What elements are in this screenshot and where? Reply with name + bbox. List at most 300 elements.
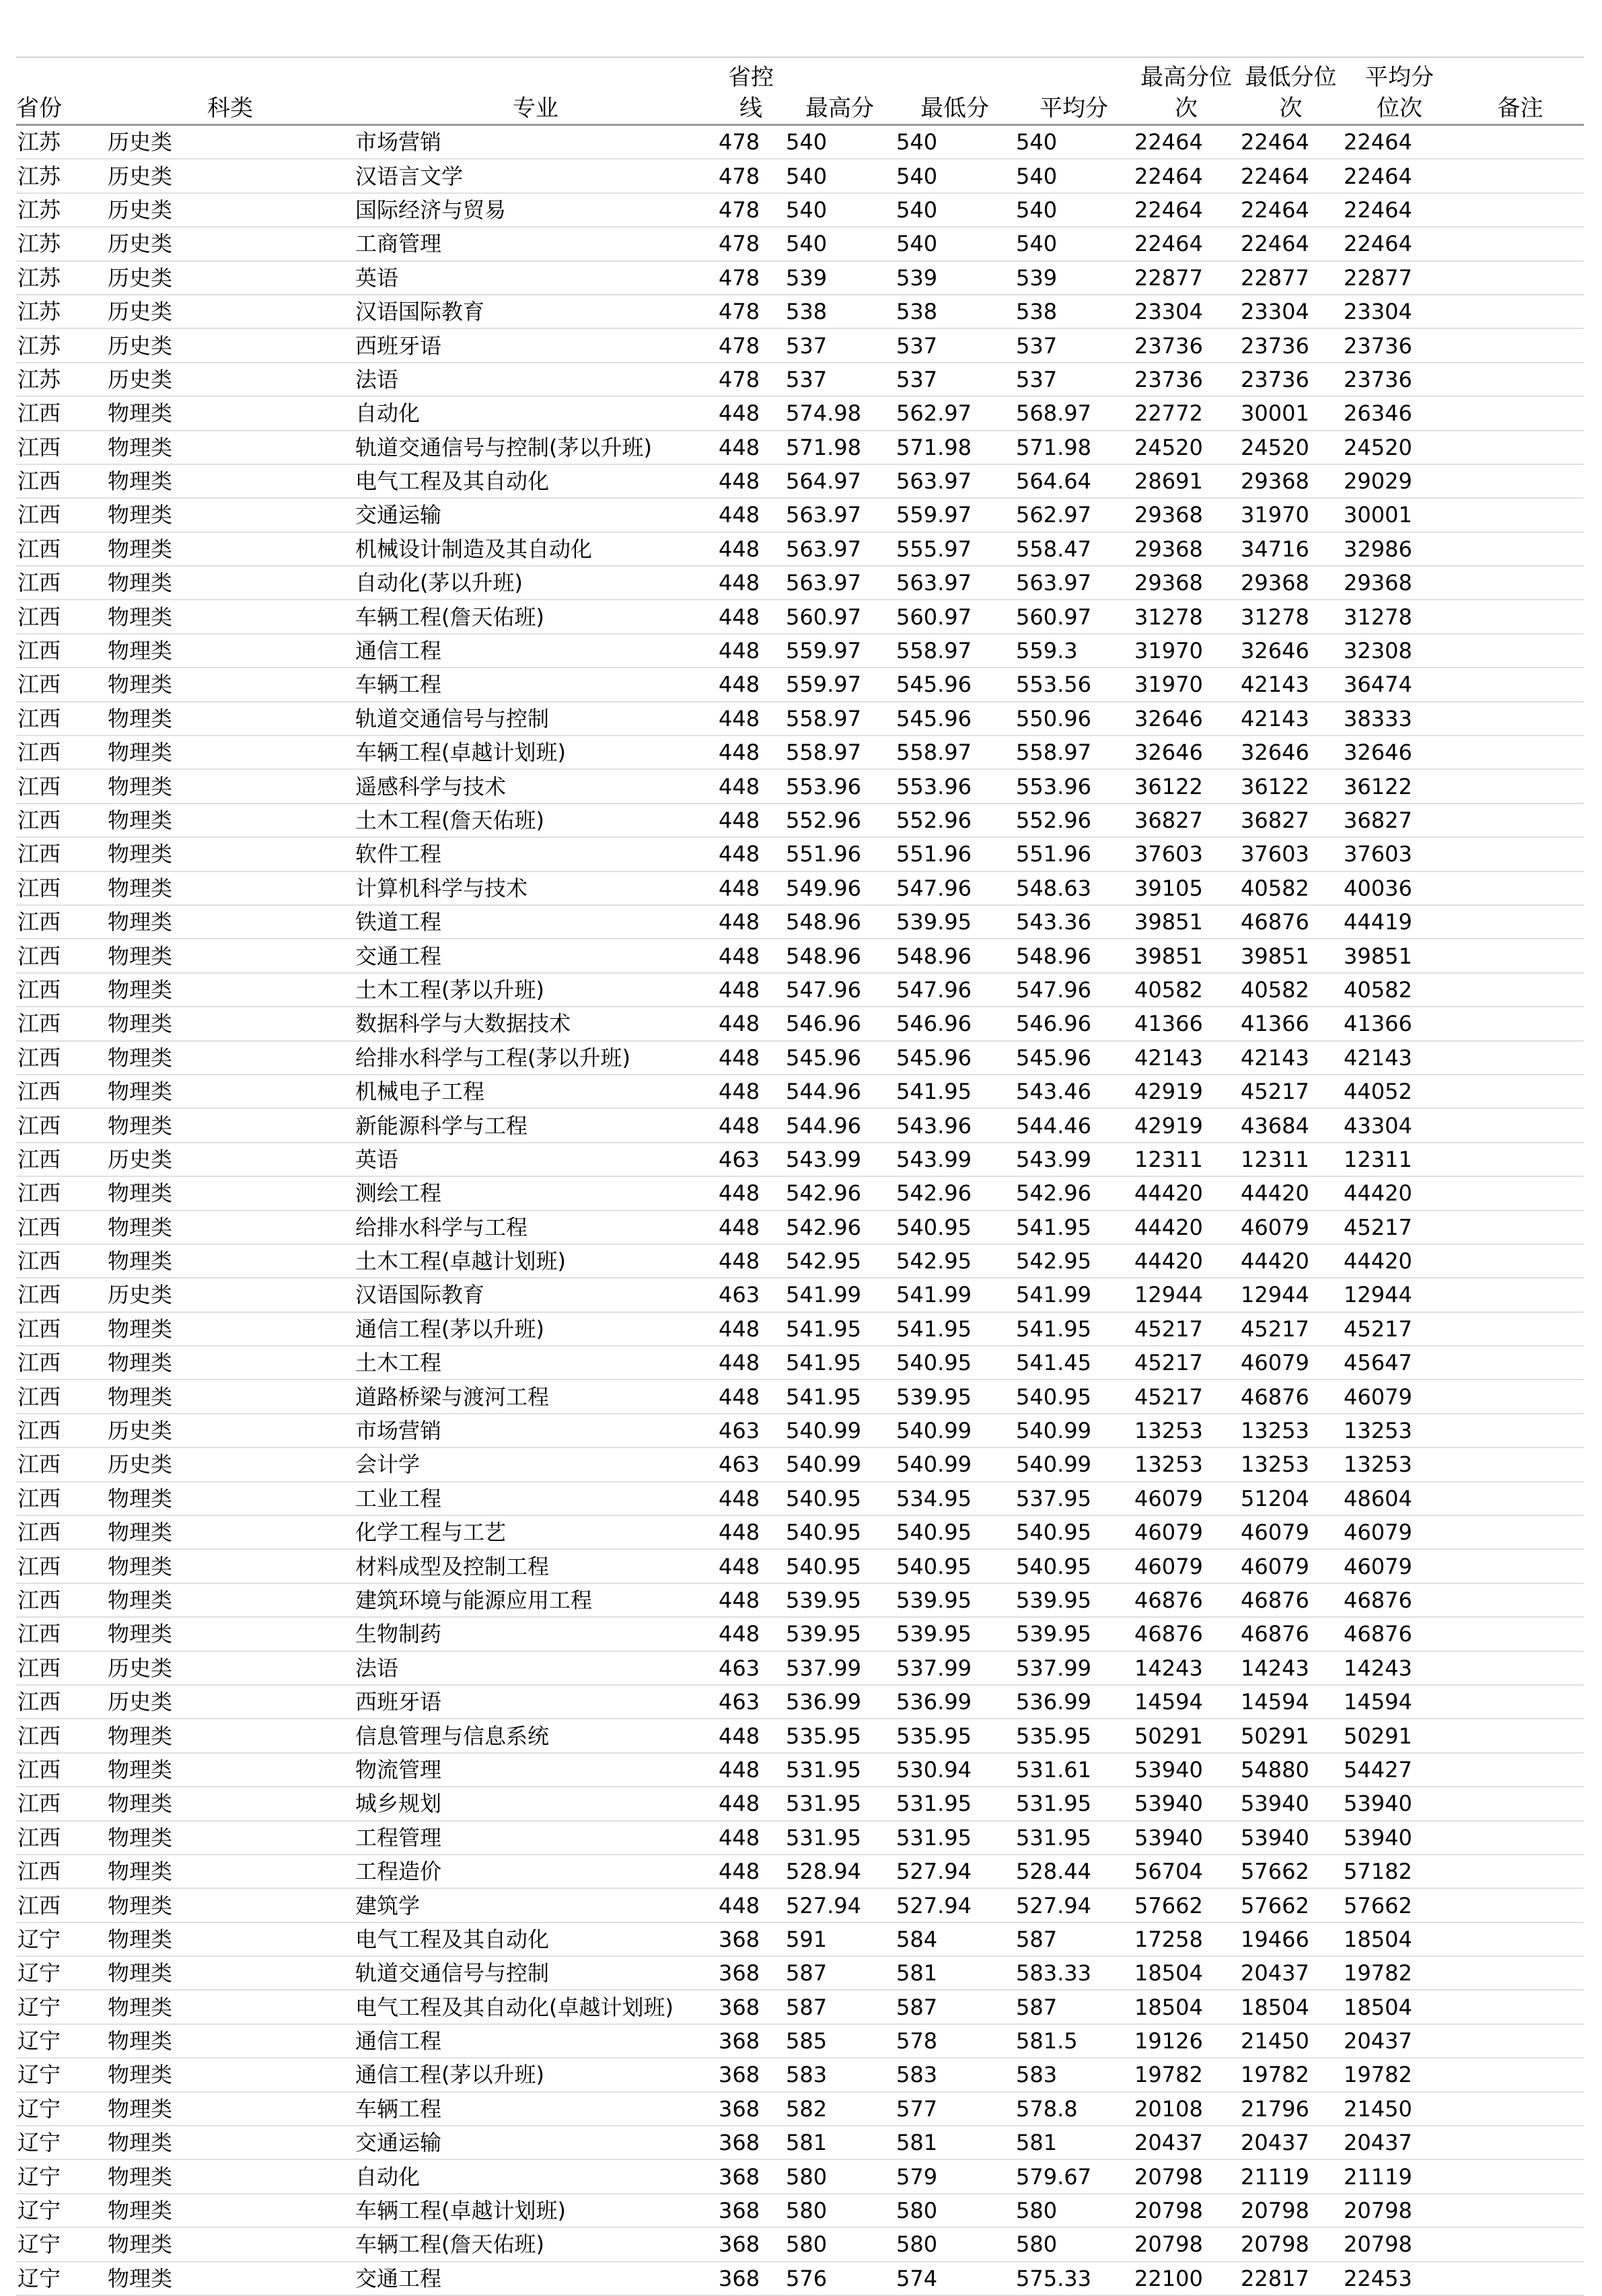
avg-rank-cell: 29368 (1342, 566, 1457, 600)
table-row (16, 1617, 1584, 1651)
remark-cell (1457, 1787, 1584, 1820)
control-line-cell: 368 (717, 1956, 785, 1990)
header-min-rank (1239, 58, 1342, 125)
major-cell: 土木工程(卓越计划班) (354, 1244, 717, 1278)
major-cell: 交通工程 (354, 939, 717, 972)
max-rank-cell: 18504 (1133, 1990, 1239, 2023)
avg-score-cell: 587 (1015, 1923, 1133, 1956)
category-cell: 历史类 (106, 125, 354, 159)
min-rank-cell: 46079 (1239, 1346, 1342, 1379)
major-cell: 交通运输 (354, 498, 717, 532)
remark-cell (1457, 1685, 1584, 1719)
table-row (16, 261, 1584, 295)
max-rank-cell: 45217 (1133, 1379, 1239, 1413)
avg-score-cell: 587 (1015, 1990, 1133, 2023)
avg-rank-cell: 30001 (1342, 498, 1457, 532)
category-cell: 物理类 (106, 1244, 354, 1278)
province-cell: 江西 (16, 1211, 106, 1244)
remark-cell (1457, 1956, 1584, 1990)
max-score-cell: 536.99 (785, 1685, 895, 1719)
category-cell: 物理类 (106, 2092, 354, 2126)
category-cell: 历史类 (106, 328, 354, 362)
min-rank-cell: 36827 (1239, 803, 1342, 837)
header-control-line (717, 58, 785, 125)
remark-cell (1457, 227, 1584, 260)
min-score-cell: 547.96 (895, 973, 1015, 1007)
avg-rank-cell: 23736 (1342, 363, 1457, 396)
major-cell: 车辆工程(詹天佑班) (354, 600, 717, 633)
province-cell: 辽宁 (16, 2126, 106, 2159)
max-score-cell: 542.96 (785, 1176, 895, 1210)
remark-cell (1457, 803, 1584, 837)
avg-rank-cell: 12944 (1342, 1278, 1457, 1312)
province-cell: 辽宁 (16, 1956, 106, 1990)
table-row (16, 769, 1584, 803)
remark-cell (1457, 668, 1584, 701)
remark-cell (1457, 939, 1584, 972)
category-cell: 物理类 (106, 803, 354, 837)
table-row (16, 1176, 1584, 1210)
min-score-cell: 527.94 (895, 1888, 1015, 1922)
table-row (16, 1312, 1584, 1346)
major-cell: 遥感科学与技术 (354, 769, 717, 803)
remark-cell (1457, 363, 1584, 396)
avg-rank-cell: 46079 (1342, 1549, 1457, 1583)
control-line-cell: 448 (717, 532, 785, 566)
control-line-cell: 448 (717, 1583, 785, 1617)
control-line-cell: 448 (717, 1719, 785, 1752)
major-cell: 轨道交通信号与控制(茅以升班) (354, 431, 717, 464)
category-cell: 历史类 (106, 193, 354, 227)
min-rank-cell: 14594 (1239, 1685, 1342, 1719)
major-cell: 软件工程 (354, 837, 717, 871)
major-cell: 物流管理 (354, 1753, 717, 1787)
min-score-cell: 571.98 (895, 431, 1015, 464)
remark-cell (1457, 261, 1584, 295)
min-score-cell: 563.97 (895, 464, 1015, 498)
max-score-cell: 537 (785, 363, 895, 396)
control-line-cell: 448 (717, 871, 785, 905)
avg-rank-cell: 22877 (1342, 261, 1457, 295)
avg-rank-cell: 53940 (1342, 1787, 1457, 1820)
max-score-cell: 540.99 (785, 1414, 895, 1447)
province-cell: 辽宁 (16, 2262, 106, 2295)
major-cell: 建筑学 (354, 1888, 717, 1922)
table-row (16, 1990, 1584, 2023)
max-score-cell: 540.99 (785, 1447, 895, 1481)
avg-rank-cell: 18504 (1342, 1990, 1457, 2023)
max-score-cell: 538 (785, 295, 895, 328)
min-rank-cell: 18504 (1239, 1990, 1342, 2023)
remark-cell (1457, 2159, 1584, 2193)
province-cell: 江西 (16, 905, 106, 939)
major-cell: 道路桥梁与渡河工程 (354, 1379, 717, 1413)
max-score-cell: 587 (785, 1990, 895, 2023)
min-score-cell: 560.97 (895, 600, 1015, 633)
category-cell: 物理类 (106, 871, 354, 905)
max-rank-cell: 29368 (1133, 498, 1239, 532)
major-cell: 铁道工程 (354, 905, 717, 939)
max-score-cell: 527.94 (785, 1888, 895, 1922)
province-cell: 江西 (16, 1379, 106, 1413)
table-row (16, 1651, 1584, 1685)
province-cell: 江苏 (16, 159, 106, 192)
avg-rank-cell: 22464 (1342, 159, 1457, 192)
control-line-cell: 448 (717, 1379, 785, 1413)
avg-score-cell: 536.99 (1015, 1685, 1133, 1719)
avg-rank-cell: 36474 (1342, 668, 1457, 701)
control-line-cell: 448 (717, 498, 785, 532)
category-cell: 物理类 (106, 2159, 354, 2193)
major-cell: 自动化 (354, 2159, 717, 2193)
major-cell: 计算机科学与技术 (354, 871, 717, 905)
max-rank-cell: 20108 (1133, 2092, 1239, 2126)
min-score-cell: 562.97 (895, 396, 1015, 430)
table-row (16, 1923, 1584, 1956)
avg-rank-cell: 44420 (1342, 1176, 1457, 1210)
min-score-cell: 543.96 (895, 1108, 1015, 1142)
major-cell: 城乡规划 (354, 1787, 717, 1820)
max-rank-cell: 42919 (1133, 1108, 1239, 1142)
max-rank-cell: 22464 (1133, 193, 1239, 227)
min-rank-cell: 14243 (1239, 1651, 1342, 1685)
province-cell: 辽宁 (16, 2092, 106, 2126)
province-cell: 江苏 (16, 227, 106, 260)
table-row (16, 363, 1584, 396)
max-rank-cell: 20798 (1133, 2194, 1239, 2227)
min-rank-cell: 23736 (1239, 328, 1342, 362)
province-cell: 江西 (16, 464, 106, 498)
min-score-cell: 581 (895, 2126, 1015, 2159)
table-row (16, 532, 1584, 566)
major-cell: 工商管理 (354, 227, 717, 260)
category-cell: 物理类 (106, 2262, 354, 2295)
province-cell: 江西 (16, 1007, 106, 1040)
category-cell: 物理类 (106, 431, 354, 464)
control-line-cell: 478 (717, 227, 785, 260)
control-line-cell: 448 (717, 396, 785, 430)
max-rank-cell: 32646 (1133, 736, 1239, 769)
min-rank-cell: 20437 (1239, 1956, 1342, 1990)
table-row (16, 498, 1584, 532)
category-cell: 物理类 (106, 1821, 354, 1855)
avg-score-cell: 578.8 (1015, 2092, 1133, 2126)
remark-cell (1457, 1617, 1584, 1651)
province-cell: 江西 (16, 566, 106, 600)
avg-rank-cell: 54427 (1342, 1753, 1457, 1787)
header-max-rank-2: 次 (1175, 95, 1198, 122)
category-cell: 历史类 (106, 261, 354, 295)
max-rank-cell: 23304 (1133, 295, 1239, 328)
province-cell: 江西 (16, 1617, 106, 1651)
avg-rank-cell: 19782 (1342, 2058, 1457, 2091)
table-row (16, 193, 1584, 227)
category-cell: 物理类 (106, 498, 354, 532)
max-rank-cell: 31970 (1133, 668, 1239, 701)
category-cell: 物理类 (106, 1515, 354, 1549)
avg-score-cell: 540.95 (1015, 1549, 1133, 1583)
min-score-cell: 541.95 (895, 1312, 1015, 1346)
category-cell: 物理类 (106, 2058, 354, 2091)
major-cell: 新能源科学与工程 (354, 1108, 717, 1142)
min-score-cell: 540.99 (895, 1447, 1015, 1481)
avg-score-cell: 541.95 (1015, 1211, 1133, 1244)
min-rank-cell: 20798 (1239, 2194, 1342, 2227)
avg-score-cell: 539.95 (1015, 1617, 1133, 1651)
max-rank-cell: 37603 (1133, 837, 1239, 871)
avg-rank-cell: 43304 (1342, 1108, 1457, 1142)
min-score-cell: 553.96 (895, 769, 1015, 803)
province-cell: 江西 (16, 1414, 106, 1447)
max-rank-cell: 45217 (1133, 1312, 1239, 1346)
max-score-cell: 531.95 (785, 1821, 895, 1855)
max-rank-cell: 46876 (1133, 1617, 1239, 1651)
min-score-cell: 540 (895, 125, 1015, 159)
avg-score-cell: 583 (1015, 2058, 1133, 2091)
major-cell: 汉语国际教育 (354, 295, 717, 328)
min-rank-cell: 36122 (1239, 769, 1342, 803)
table-row (16, 1447, 1584, 1481)
category-cell: 历史类 (106, 295, 354, 328)
table-row (16, 159, 1584, 192)
major-cell: 车辆工程(卓越计划班) (354, 2194, 717, 2227)
max-rank-cell: 45217 (1133, 1346, 1239, 1379)
province-cell: 江苏 (16, 261, 106, 295)
min-score-cell: 540 (895, 159, 1015, 192)
major-cell: 轨道交通信号与控制 (354, 702, 717, 736)
max-score-cell: 587 (785, 1956, 895, 1990)
max-rank-cell: 22772 (1133, 396, 1239, 430)
max-score-cell: 540 (785, 193, 895, 227)
major-cell: 英语 (354, 261, 717, 295)
avg-rank-cell: 24520 (1342, 431, 1457, 464)
category-cell: 物理类 (106, 769, 354, 803)
remark-cell (1457, 1923, 1584, 1956)
avg-rank-cell: 46876 (1342, 1583, 1457, 1617)
table-row (16, 1244, 1584, 1278)
major-cell: 自动化(茅以升班) (354, 566, 717, 600)
control-line-cell: 448 (717, 939, 785, 972)
major-cell: 西班牙语 (354, 1685, 717, 1719)
max-score-cell: 564.97 (785, 464, 895, 498)
max-score-cell: 537.99 (785, 1651, 895, 1685)
min-rank-cell: 45217 (1239, 1312, 1342, 1346)
remark-cell (1457, 702, 1584, 736)
max-rank-cell: 13253 (1133, 1447, 1239, 1481)
min-score-cell: 540.95 (895, 1549, 1015, 1583)
min-score-cell: 530.94 (895, 1753, 1015, 1787)
avg-score-cell: 548.96 (1015, 939, 1133, 972)
max-rank-cell: 20437 (1133, 2126, 1239, 2159)
max-rank-cell: 22464 (1133, 159, 1239, 192)
max-score-cell: 542.96 (785, 1211, 895, 1244)
avg-score-cell: 559.3 (1015, 634, 1133, 668)
control-line-cell: 478 (717, 328, 785, 362)
category-cell: 物理类 (106, 1075, 354, 1108)
remark-cell (1457, 431, 1584, 464)
table-row (16, 1753, 1584, 1787)
major-cell: 给排水科学与工程 (354, 1211, 717, 1244)
major-cell: 法语 (354, 1651, 717, 1685)
max-rank-cell: 12944 (1133, 1278, 1239, 1312)
header-avg-score: 平均分 (1015, 58, 1133, 125)
avg-rank-cell: 32646 (1342, 736, 1457, 769)
remark-cell (1457, 1651, 1584, 1685)
major-cell: 生物制药 (354, 1617, 717, 1651)
min-rank-cell: 54880 (1239, 1753, 1342, 1787)
avg-score-cell: 579.67 (1015, 2159, 1133, 2193)
max-rank-cell: 50291 (1133, 1719, 1239, 1752)
remark-cell (1457, 1312, 1584, 1346)
major-cell: 交通工程 (354, 2262, 717, 2295)
category-cell: 历史类 (106, 1651, 354, 1685)
control-line-cell: 463 (717, 1414, 785, 1447)
max-rank-cell: 46079 (1133, 1482, 1239, 1515)
table-row (16, 396, 1584, 430)
max-score-cell: 531.95 (785, 1787, 895, 1820)
major-cell: 材料成型及控制工程 (354, 1549, 717, 1583)
max-rank-cell: 40582 (1133, 973, 1239, 1007)
avg-rank-cell: 26346 (1342, 396, 1457, 430)
category-cell: 物理类 (106, 1007, 354, 1040)
max-rank-cell: 19126 (1133, 2024, 1239, 2058)
min-score-cell: 546.96 (895, 1007, 1015, 1040)
province-cell: 江西 (16, 1482, 106, 1515)
max-rank-cell: 31970 (1133, 634, 1239, 668)
table-row (16, 2058, 1584, 2091)
min-rank-cell: 12944 (1239, 1278, 1342, 1312)
avg-score-cell: 541.99 (1015, 1278, 1133, 1312)
remark-cell (1457, 1346, 1584, 1379)
table-row (16, 1278, 1584, 1312)
remark-cell (1457, 1549, 1584, 1583)
category-cell: 历史类 (106, 227, 354, 260)
avg-rank-cell: 46079 (1342, 1515, 1457, 1549)
major-cell: 机械设计制造及其自动化 (354, 532, 717, 566)
control-line-cell: 448 (717, 905, 785, 939)
control-line-cell: 448 (717, 1821, 785, 1855)
control-line-cell: 448 (717, 1855, 785, 1888)
min-score-cell: 577 (895, 2092, 1015, 2126)
max-score-cell: 580 (785, 2194, 895, 2227)
category-cell: 物理类 (106, 1787, 354, 1820)
category-cell: 物理类 (106, 1990, 354, 2023)
table-row (16, 1583, 1584, 1617)
province-cell: 江西 (16, 1346, 106, 1379)
category-cell: 物理类 (106, 600, 354, 633)
header-control-line-1: 省控 (728, 64, 774, 91)
table-row (16, 2227, 1584, 2261)
control-line-cell: 368 (717, 2227, 785, 2261)
min-score-cell: 540.95 (895, 1346, 1015, 1379)
min-score-cell: 531.95 (895, 1787, 1015, 1820)
avg-rank-cell: 12311 (1342, 1143, 1457, 1176)
remark-cell (1457, 2058, 1584, 2091)
max-score-cell: 548.96 (785, 939, 895, 972)
control-line-cell: 368 (717, 2262, 785, 2295)
remark-cell (1457, 1753, 1584, 1787)
province-cell: 辽宁 (16, 1923, 106, 1956)
avg-rank-cell: 46079 (1342, 1379, 1457, 1413)
max-rank-cell: 53940 (1133, 1787, 1239, 1820)
table-row (16, 1143, 1584, 1176)
max-score-cell: 539.95 (785, 1617, 895, 1651)
control-line-cell: 448 (717, 566, 785, 600)
major-cell: 测绘工程 (354, 1176, 717, 1210)
category-cell: 物理类 (106, 668, 354, 701)
min-score-cell: 559.97 (895, 498, 1015, 532)
min-score-cell: 584 (895, 1923, 1015, 1956)
avg-score-cell: 548.63 (1015, 871, 1133, 905)
remark-cell (1457, 328, 1584, 362)
category-cell: 物理类 (106, 736, 354, 769)
category-cell: 物理类 (106, 1312, 354, 1346)
category-cell: 物理类 (106, 2194, 354, 2227)
max-rank-cell: 20798 (1133, 2227, 1239, 2261)
avg-score-cell: 539 (1015, 261, 1133, 295)
max-rank-cell: 46079 (1133, 1515, 1239, 1549)
remark-cell (1457, 1990, 1584, 2023)
admission-table (16, 58, 1584, 2296)
min-score-cell: 539 (895, 261, 1015, 295)
remark-cell (1457, 498, 1584, 532)
min-score-cell: 534.95 (895, 1482, 1015, 1515)
control-line-cell: 448 (717, 1007, 785, 1040)
max-rank-cell: 19782 (1133, 2058, 1239, 2091)
control-line-cell: 478 (717, 125, 785, 159)
category-cell: 历史类 (106, 1414, 354, 1447)
min-rank-cell: 21796 (1239, 2092, 1342, 2126)
table-row (16, 1821, 1584, 1855)
min-rank-cell: 13253 (1239, 1414, 1342, 1447)
min-score-cell: 545.96 (895, 702, 1015, 736)
max-score-cell: 548.96 (785, 905, 895, 939)
avg-rank-cell: 57182 (1342, 1855, 1457, 1888)
avg-score-cell: 564.64 (1015, 464, 1133, 498)
remark-cell (1457, 1007, 1584, 1040)
remark-cell (1457, 1888, 1584, 1922)
table-row (16, 939, 1584, 972)
min-score-cell: 558.97 (895, 634, 1015, 668)
header-category: 科类 (106, 58, 354, 125)
province-cell: 江西 (16, 1143, 106, 1176)
table-row (16, 736, 1584, 769)
table-row (16, 227, 1584, 260)
max-score-cell: 549.96 (785, 871, 895, 905)
province-cell: 江苏 (16, 125, 106, 159)
major-cell: 电气工程及其自动化 (354, 1923, 717, 1956)
table-row (16, 871, 1584, 905)
max-rank-cell: 46079 (1133, 1549, 1239, 1583)
major-cell: 土木工程 (354, 1346, 717, 1379)
min-score-cell: 538 (895, 295, 1015, 328)
min-rank-cell: 31970 (1239, 498, 1342, 532)
avg-rank-cell: 36827 (1342, 803, 1457, 837)
major-cell: 建筑环境与能源应用工程 (354, 1583, 717, 1617)
major-cell: 自动化 (354, 396, 717, 430)
major-cell: 国际经济与贸易 (354, 193, 717, 227)
category-cell: 历史类 (106, 159, 354, 192)
min-rank-cell: 29368 (1239, 464, 1342, 498)
table-row (16, 2024, 1584, 2058)
remark-cell (1457, 1211, 1584, 1244)
avg-score-cell: 531.95 (1015, 1821, 1133, 1855)
table-row (16, 2092, 1584, 2126)
table-row (16, 2262, 1584, 2295)
min-rank-cell: 57662 (1239, 1855, 1342, 1888)
max-score-cell: 544.96 (785, 1108, 895, 1142)
control-line-cell: 368 (717, 2024, 785, 2058)
